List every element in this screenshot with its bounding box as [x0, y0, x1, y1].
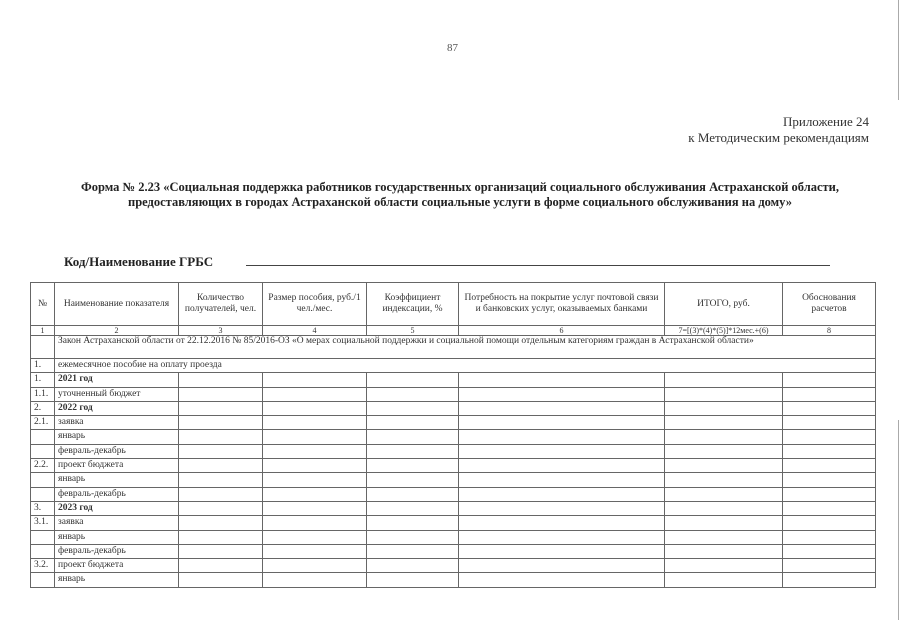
empty-cell-col-4	[263, 559, 367, 573]
empty-cell-col-5	[367, 573, 459, 587]
row-indicator-name: 2023 год	[55, 501, 179, 515]
column-header-2: Наименование показателя	[55, 283, 179, 326]
table-body	[31, 326, 876, 588]
column-header-8: Обоснования расчетов	[783, 283, 876, 326]
empty-cell-col-8	[783, 430, 876, 444]
page-number: 87	[447, 42, 458, 54]
grbs-label: Код/Наименование ГРБС	[64, 254, 214, 269]
law-row	[31, 336, 876, 359]
empty-cell-col-7	[665, 559, 783, 573]
empty-cell-col-5	[367, 487, 459, 501]
empty-cell-col-8	[783, 544, 876, 558]
empty-cell-col-3	[179, 444, 263, 458]
empty-cell-col-5	[367, 501, 459, 515]
row-indicator-name: ежемесячное пособие на оплату проезда	[55, 359, 876, 373]
empty-cell-col-5	[367, 544, 459, 558]
row-indicator-name: январь	[55, 530, 179, 544]
empty-cell-col-5	[367, 430, 459, 444]
table-row	[31, 401, 876, 415]
empty-cell-col-8	[783, 487, 876, 501]
appendix-line-2: к Методическим рекомендациям	[688, 130, 869, 145]
empty-cell-col-6	[459, 573, 665, 587]
grbs-fill-line	[246, 265, 830, 266]
empty-cell-col-5	[367, 459, 459, 473]
empty-cell-col-8	[783, 459, 876, 473]
row-number	[31, 530, 55, 544]
empty-cell-col-8	[783, 473, 876, 487]
empty-cell-col-8	[783, 516, 876, 530]
empty-cell-col-8	[783, 401, 876, 415]
law-text: Закон Астраханской области от 22.12.2016 № 85/2016-ОЗ «О мерах социальной поддержки и социальной помощи отдельным категориям граждан в Астраханской области»	[55, 336, 876, 359]
empty-cell-col-5	[367, 401, 459, 415]
empty-cell-col-3	[179, 487, 263, 501]
empty-cell-col-8	[783, 573, 876, 587]
empty-cell-col-6	[459, 373, 665, 387]
empty-cell-col-7	[665, 473, 783, 487]
table-row	[31, 473, 876, 487]
empty-cell-col-6	[459, 416, 665, 430]
empty-cell-col-4	[263, 416, 367, 430]
empty-cell-col-4	[263, 401, 367, 415]
empty-cell-col-6	[459, 473, 665, 487]
row-indicator-name: проект бюджета	[55, 459, 179, 473]
empty-cell-col-3	[179, 544, 263, 558]
empty-cell-col-3	[179, 473, 263, 487]
column-number-6: 6	[459, 326, 665, 336]
column-header-7: ИТОГО, руб.	[665, 283, 783, 326]
table-row	[31, 444, 876, 458]
empty-cell-col-5	[367, 516, 459, 530]
empty-cell-col-7	[665, 487, 783, 501]
table-row	[31, 373, 876, 387]
row-indicator-name: февраль-декабрь	[55, 444, 179, 458]
row-number: 3.2.	[31, 559, 55, 573]
empty-cell-col-4	[263, 573, 367, 587]
empty-cell-col-3	[179, 430, 263, 444]
empty-cell-col-8	[783, 530, 876, 544]
empty-cell-col-4	[263, 544, 367, 558]
form-table	[30, 282, 876, 588]
empty-cell-col-3	[179, 530, 263, 544]
column-number-3: 3	[179, 326, 263, 336]
empty-cell-col-4	[263, 501, 367, 515]
empty-cell-col-6	[459, 544, 665, 558]
empty-cell-col-7	[665, 430, 783, 444]
table-row	[31, 459, 876, 473]
law-row-num-cell	[31, 336, 55, 359]
empty-cell-col-3	[179, 387, 263, 401]
empty-cell-col-5	[367, 444, 459, 458]
empty-cell-col-7	[665, 459, 783, 473]
empty-cell-col-8	[783, 501, 876, 515]
empty-cell-col-8	[783, 416, 876, 430]
empty-cell-col-7	[665, 444, 783, 458]
row-indicator-name: заявка	[55, 416, 179, 430]
empty-cell-col-4	[263, 516, 367, 530]
row-indicator-name: февраль-декабрь	[55, 487, 179, 501]
empty-cell-col-5	[367, 416, 459, 430]
empty-cell-col-6	[459, 487, 665, 501]
column-number-row	[31, 326, 876, 336]
row-indicator-name: февраль-декабрь	[55, 544, 179, 558]
table-row	[31, 530, 876, 544]
appendix-line-1: Приложение 24	[782, 114, 869, 129]
empty-cell-col-7	[665, 373, 783, 387]
table-row	[31, 487, 876, 501]
empty-cell-col-8	[783, 387, 876, 401]
empty-cell-col-7	[665, 573, 783, 587]
empty-cell-col-5	[367, 559, 459, 573]
empty-cell-col-5	[367, 473, 459, 487]
empty-cell-col-4	[263, 373, 367, 387]
row-indicator-name: январь	[55, 473, 179, 487]
row-indicator-name: 2021 год	[55, 373, 179, 387]
row-number: 2.2.	[31, 459, 55, 473]
empty-cell-col-5	[367, 387, 459, 401]
table-row	[31, 573, 876, 587]
table-row	[31, 387, 876, 401]
empty-cell-col-3	[179, 401, 263, 415]
empty-cell-col-8	[783, 373, 876, 387]
row-number	[31, 487, 55, 501]
row-number	[31, 430, 55, 444]
empty-cell-col-7	[665, 530, 783, 544]
empty-cell-col-8	[783, 444, 876, 458]
empty-cell-col-7	[665, 416, 783, 430]
column-number-7: 7=[(3)*(4)*(5)]*12мес.+(6)	[665, 326, 783, 336]
row-number: 2.	[31, 401, 55, 415]
row-indicator-name: январь	[55, 573, 179, 587]
row-number	[31, 544, 55, 558]
row-number: 1.1.	[31, 387, 55, 401]
column-header-4: Размер пособия, руб./1 чел./мес.	[263, 283, 367, 326]
table-row	[31, 416, 876, 430]
column-number-2: 2	[55, 326, 179, 336]
table-row	[31, 559, 876, 573]
empty-cell-col-7	[665, 387, 783, 401]
empty-cell-col-6	[459, 430, 665, 444]
row-indicator-name: 2022 год	[55, 401, 179, 415]
column-number-4: 4	[263, 326, 367, 336]
empty-cell-col-3	[179, 416, 263, 430]
column-header-6: Потребность на покрытие услуг почтовой связи и банковских услуг, оказываемых банками	[459, 283, 665, 326]
row-indicator-name: проект бюджета	[55, 559, 179, 573]
empty-cell-col-7	[665, 401, 783, 415]
empty-cell-col-3	[179, 559, 263, 573]
empty-cell-col-6	[459, 559, 665, 573]
empty-cell-col-8	[783, 559, 876, 573]
column-header-5: Коэффициент индексации, %	[367, 283, 459, 326]
empty-cell-col-7	[665, 544, 783, 558]
empty-cell-col-5	[367, 373, 459, 387]
empty-cell-col-6	[459, 501, 665, 515]
row-number: 1.	[31, 359, 55, 373]
row-number	[31, 573, 55, 587]
empty-cell-col-4	[263, 444, 367, 458]
column-number-5: 5	[367, 326, 459, 336]
row-indicator-name: заявка	[55, 516, 179, 530]
empty-cell-col-4	[263, 430, 367, 444]
empty-cell-col-4	[263, 530, 367, 544]
empty-cell-col-4	[263, 487, 367, 501]
empty-cell-col-6	[459, 401, 665, 415]
row-number: 1.	[31, 373, 55, 387]
empty-cell-col-4	[263, 473, 367, 487]
row-number	[31, 473, 55, 487]
empty-cell-col-5	[367, 530, 459, 544]
row-number: 2.1.	[31, 416, 55, 430]
empty-cell-col-6	[459, 444, 665, 458]
empty-cell-col-3	[179, 516, 263, 530]
column-number-8: 8	[783, 326, 876, 336]
empty-cell-col-6	[459, 459, 665, 473]
empty-cell-col-3	[179, 459, 263, 473]
column-header-1: №	[31, 283, 55, 326]
column-header-3: Количество получателей, чел.	[179, 283, 263, 326]
table-row	[31, 430, 876, 444]
column-number-1: 1	[31, 326, 55, 336]
empty-cell-col-7	[665, 516, 783, 530]
table-row	[31, 359, 876, 373]
form-title: Форма № 2.23 «Социальная поддержка работников государственных организаций социального обслуживания Астраханской области, предоставляющих в городах Астраханской области социальные услуги в форме социального обслуживания на дому»	[80, 180, 839, 209]
row-number: 3.1.	[31, 516, 55, 530]
row-indicator-name: уточненный бюджет	[55, 387, 179, 401]
empty-cell-col-7	[665, 501, 783, 515]
empty-cell-col-6	[459, 387, 665, 401]
table-header-row	[31, 283, 876, 326]
empty-cell-col-6	[459, 530, 665, 544]
appendix-note	[688, 114, 869, 146]
scan-edge-bottom	[898, 420, 899, 620]
empty-cell-col-4	[263, 459, 367, 473]
table-row	[31, 501, 876, 515]
row-number	[31, 444, 55, 458]
empty-cell-col-6	[459, 516, 665, 530]
row-number: 3.	[31, 501, 55, 515]
row-indicator-name: январь	[55, 430, 179, 444]
empty-cell-col-3	[179, 373, 263, 387]
empty-cell-col-4	[263, 387, 367, 401]
table-row	[31, 516, 876, 530]
table-row	[31, 544, 876, 558]
empty-cell-col-3	[179, 501, 263, 515]
empty-cell-col-3	[179, 573, 263, 587]
